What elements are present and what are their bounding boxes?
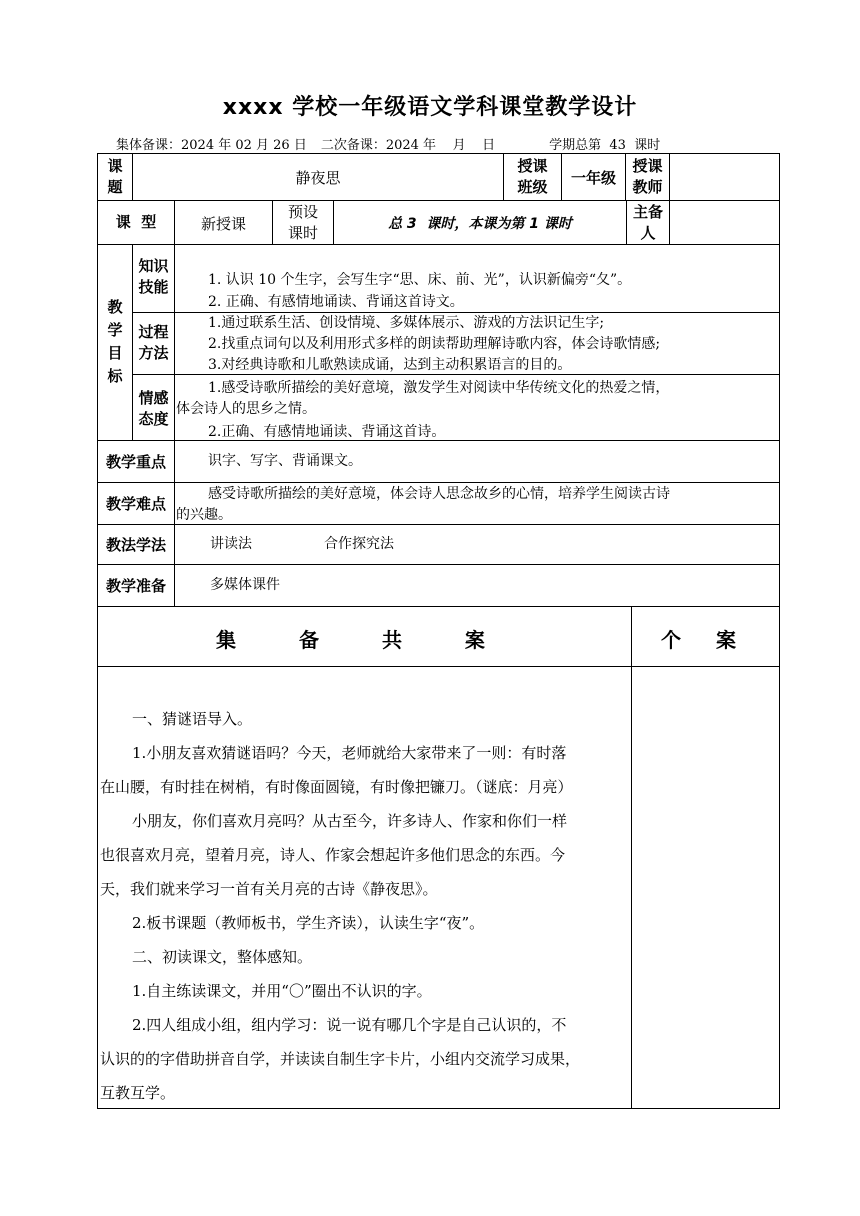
second-prep-date: 二次备课：2024 年 月 日 <box>320 138 496 153</box>
topic-value: 静夜思 <box>295 169 341 187</box>
methods-cell <box>174 524 780 565</box>
emotion-line-2: 体会诗人的思乡之情。 <box>176 401 316 417</box>
content-line: 1.自主练读课文，并用“〇”圈出不认识的字。 <box>132 982 432 1000</box>
prep-label: 教学准备 <box>105 577 166 595</box>
planned-label: 预设 课时 <box>287 203 318 242</box>
group-prep-date: 集体备课：2024 年 02 月 26 日 <box>116 138 307 153</box>
lead-label: 主备 人 <box>632 203 663 242</box>
class-label: 授课 班级 <box>517 157 548 196</box>
teacher-cell <box>669 153 780 201</box>
lead-cell <box>669 200 780 245</box>
key-points-label: 教学重点 <box>105 453 166 471</box>
content-line: 天，我们就来学习一首有关月亮的古诗《静夜思》。 <box>100 880 438 898</box>
content-line: 互教互学。 <box>100 1084 176 1102</box>
knowledge-label: 知识 技能 <box>138 257 169 296</box>
process-line-1: 1.通过联系生活、创设情境、多媒体展示、游戏的方法识记生字; <box>208 315 605 331</box>
prep-info <box>116 134 674 153</box>
methods-label: 教法学法 <box>105 536 166 554</box>
type-label: 课 型 <box>115 213 157 231</box>
knowledge-line-1: 1. 认识 10 个生字，会写生字“思、床、前、光”，认识新偏旁“夂”。 <box>208 272 632 288</box>
goals-label: 教 学 目 标 <box>107 298 123 385</box>
planned-value: 总 3 课时，本课为第 1 课时 <box>388 216 572 232</box>
type-value: 新授课 <box>200 215 246 233</box>
individual-plan-header: 个 案 <box>661 628 750 652</box>
process-line-3: 3.对经典诗歌和儿歌熟读成诵，达到主动积累语言的目的。 <box>208 357 572 373</box>
teacher-label: 授课 教师 <box>632 157 663 196</box>
difficulties-line-2: 的兴趣。 <box>176 507 232 523</box>
process-label: 过程 方法 <box>138 323 169 362</box>
content-line: 在山腰，有时挂在树梢，有时像面圆镜，有时像把镰刀。（谜底：月亮） <box>100 778 573 796</box>
content-line: 二、初读课文，整体感知。 <box>132 948 313 966</box>
term-lesson-count: 学期总第 43 课时 <box>549 138 661 153</box>
difficulties-label: 教学难点 <box>105 495 166 513</box>
key-points-text: 识字、写字、背诵课文。 <box>208 453 362 469</box>
method-a: 讲读法 <box>210 536 252 552</box>
emotion-line-1: 1.感受诗歌所描绘的美好意境，激发学生对阅读中华传统文化的热爱之情， <box>208 380 670 396</box>
content-line: 一、猜谜语导入。 <box>132 710 253 728</box>
shared-plan-content <box>100 702 630 1110</box>
content-line: 也很喜欢月亮，望着月亮，诗人、作家会想起许多他们思念的东西。今 <box>100 846 566 864</box>
prep-text: 多媒体课件 <box>210 577 280 593</box>
content-line: 2.板书课题（教师板书，学生齐读），认读生字“夜”。 <box>132 914 485 932</box>
method-b: 合作探究法 <box>324 536 394 552</box>
document-title: xxxx 学校一年级语文学科课堂教学设计 <box>222 95 638 120</box>
knowledge-line-2: 2. 正确、有感情地诵读、背诵这首诗文。 <box>208 294 464 310</box>
emotion-line-3: 2.正确、有感情地诵读、背诵这首诗。 <box>208 424 446 440</box>
emotion-label: 情感 态度 <box>138 389 169 428</box>
content-line: 小朋友，你们喜欢月亮吗？从古至今，许多诗人、作家和你们一样 <box>132 812 568 830</box>
individual-plan-content-cell <box>631 666 780 1109</box>
content-line: 认识的的字借助拼音自学，并读读自制生字卡片，小组内交流学习成果， <box>100 1050 581 1068</box>
content-line: 2.四人组成小组，组内学习：说一说有哪几个字是自己认识的，不 <box>132 1016 567 1034</box>
content-line: 1.小朋友喜欢猜谜语吗？今天，老师就给大家带来了一则：有时落 <box>132 744 567 762</box>
topic-label: 课 题 <box>107 157 123 196</box>
process-line-2: 2.找重点词句以及利用形式多样的朗读帮助理解诗歌内容，体会诗歌情感; <box>208 336 661 352</box>
class-value: 一年级 <box>570 169 616 187</box>
difficulties-line-1: 感受诗歌所描绘的美好意境，体会诗人思念故乡的心情，培养学生阅读古诗 <box>208 486 670 502</box>
shared-plan-header: 集 备 共 案 <box>216 628 513 652</box>
